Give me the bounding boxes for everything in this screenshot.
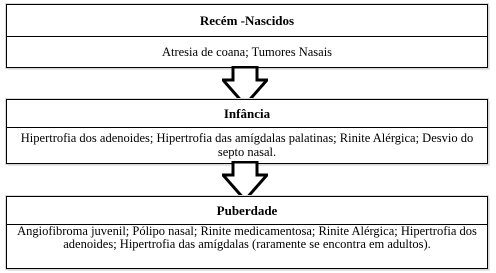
stage-title: Puberdade [7, 197, 487, 225]
stage-conditions: Atresia de coana; Tumores Nasais [161, 45, 333, 59]
stage-title: Recém -Nascidos [7, 5, 487, 37]
stage-box-puberty [6, 196, 488, 269]
stage-title: Infância [7, 100, 487, 128]
stage-box-childhood [6, 99, 488, 164]
stage-box-newborns [6, 4, 488, 68]
stage-conditions: Angiofibroma juvenil; Pólipo nasal; Rinite medicamentosa; Rinite Alérgica; Hipertrofia dos adenoides; Hipertrofia das amígdalas (raramente se encontra em adultos). [17, 224, 477, 251]
down-arrow-icon [222, 161, 268, 201]
stage-conditions: Hipertrofia dos adenoides; Hipertrofia das amígdalas palatinas; Rinite Alérgica; Desvio do septo nasal. [20, 131, 474, 159]
